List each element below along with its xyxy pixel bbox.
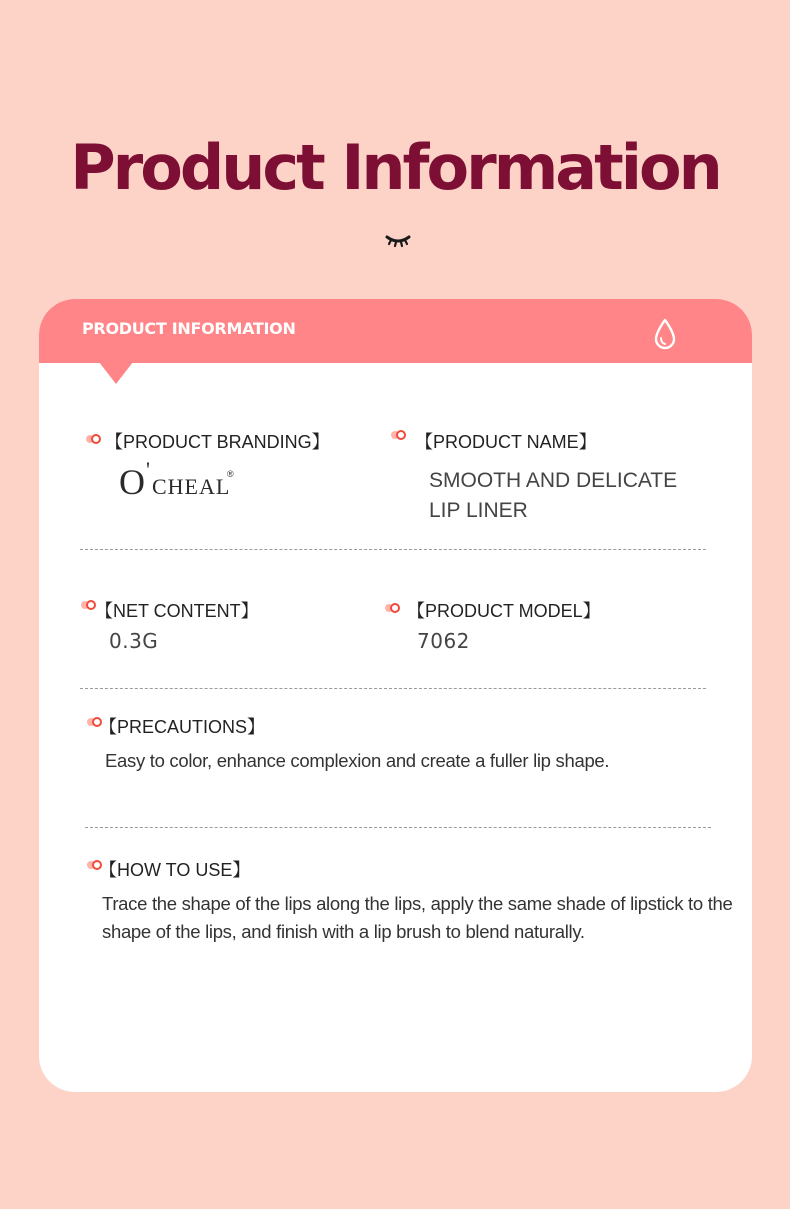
how-to-use-line1: Trace the shape of the lips along the lips, apply the same shade of lipstick to the bbox=[102, 893, 733, 914]
product-model-value: 7062 bbox=[417, 629, 470, 653]
svg-text:CHEAL: CHEAL bbox=[152, 474, 231, 499]
svg-text:®: ® bbox=[227, 469, 234, 479]
water-drop-icon bbox=[653, 318, 677, 350]
net-content-label: 【NET CONTENT】 bbox=[95, 601, 259, 621]
product-name-line1: SMOOTH AND DELICATE bbox=[429, 469, 678, 492]
bullet-dot-icon bbox=[384, 603, 400, 613]
how-to-use-line2: shape of the lips, and finish with a lip brush to blend naturally. bbox=[102, 921, 585, 942]
card-header-title: PRODUCT INFORMATION bbox=[82, 319, 296, 338]
bullet-dot-icon bbox=[85, 434, 101, 444]
bullet-dot-icon bbox=[80, 600, 96, 610]
net-content-value: 0.3G bbox=[109, 629, 159, 653]
closed-eyelash-icon bbox=[384, 232, 412, 248]
how-to-use-label: 【HOW TO USE】 bbox=[99, 860, 251, 880]
bullet-dot-icon bbox=[390, 430, 406, 440]
card-header bbox=[39, 299, 752, 363]
divider bbox=[80, 549, 706, 550]
divider bbox=[85, 827, 711, 828]
page-title: Product Information bbox=[70, 131, 720, 204]
precautions-text: Easy to color, enhance complexion and create a fuller lip shape. bbox=[105, 750, 610, 771]
product-name-line2: LIP LINER bbox=[429, 499, 528, 522]
header-pointer bbox=[99, 362, 133, 384]
svg-text:': ' bbox=[146, 457, 150, 482]
product-name-label: 【PRODUCT NAME】 bbox=[415, 432, 597, 452]
precautions-label: 【PRECAUTIONS】 bbox=[99, 717, 266, 737]
branding-label: 【PRODUCT BRANDING】 bbox=[105, 432, 330, 452]
product-info-card bbox=[39, 299, 752, 1092]
ocheal-logo-icon bbox=[119, 457, 249, 507]
product-model-label: 【PRODUCT MODEL】 bbox=[407, 601, 601, 621]
brand-logo bbox=[119, 457, 249, 507]
divider bbox=[80, 688, 706, 689]
svg-text:O: O bbox=[119, 462, 145, 502]
